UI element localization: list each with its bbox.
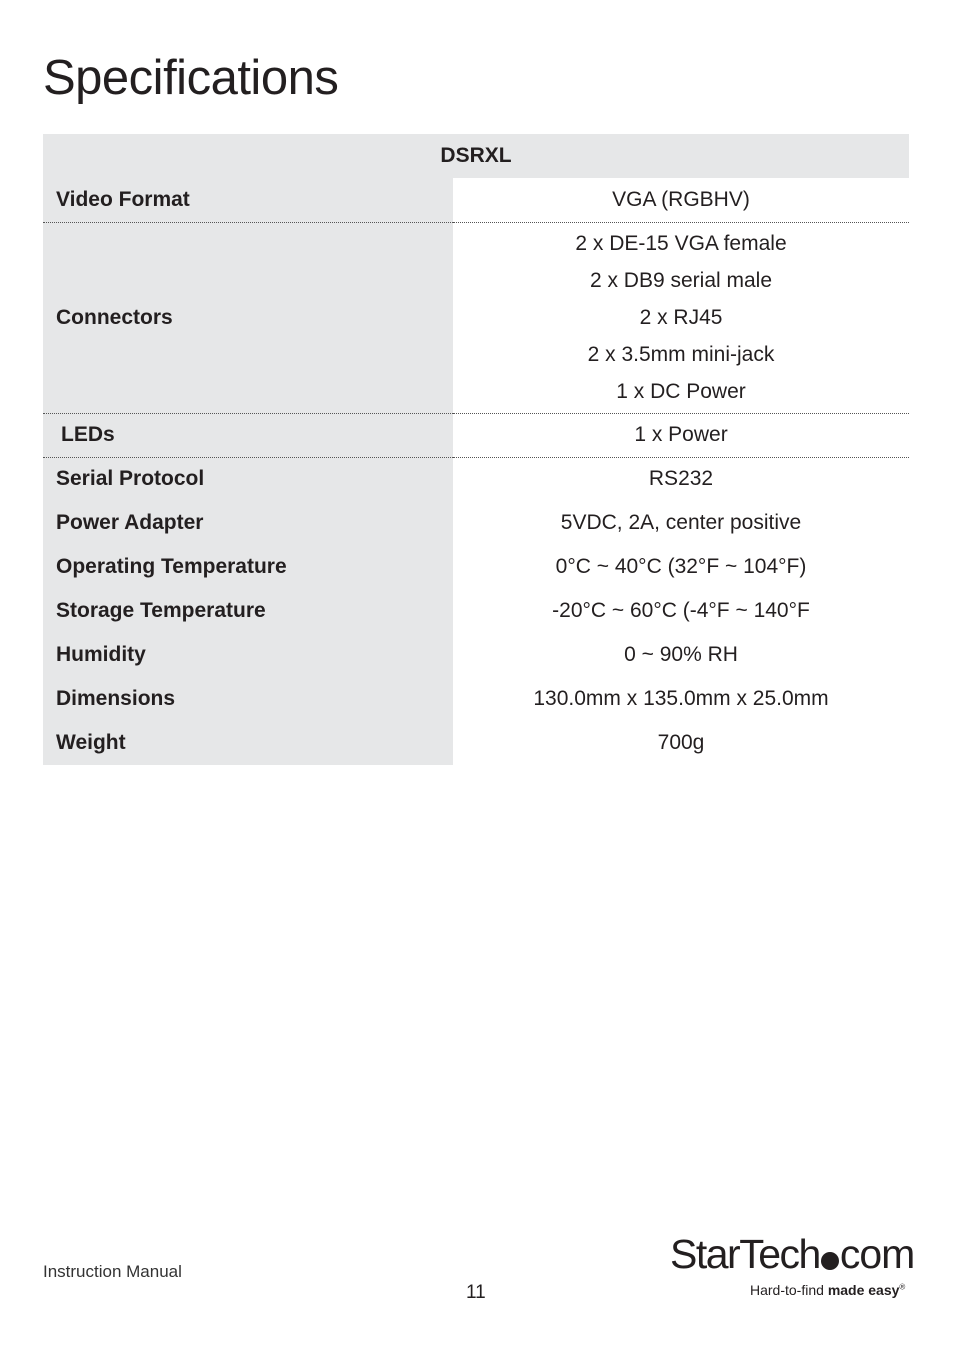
logo-brand-suffix: com	[839, 1231, 915, 1277]
spec-label: Weight	[43, 721, 453, 765]
spec-value: VGA (RGBHV)	[453, 178, 909, 222]
spec-value: 2 x RJ45	[639, 306, 723, 329]
logo-wordmark	[670, 1231, 915, 1277]
table-row	[43, 545, 909, 589]
spec-label: Humidity	[43, 633, 453, 677]
spec-value: 1 x Power	[453, 413, 909, 457]
table-row	[43, 222, 909, 413]
spec-value: 130.0mm x 135.0mm x 25.0mm	[533, 687, 829, 710]
logo-tagline	[750, 1282, 905, 1298]
spec-value: 2 x DB9 serial male	[589, 269, 773, 292]
spec-value: 700g	[657, 731, 705, 754]
spec-value: RS232	[648, 467, 714, 491]
table-row	[43, 677, 909, 721]
spec-value: 1 x DC Power	[616, 380, 746, 403]
spec-label: Dimensions	[43, 677, 453, 721]
spec-label: Connectors	[43, 222, 453, 413]
logo-tagline-regular: Hard-to-find	[750, 1282, 828, 1298]
table-row	[43, 501, 909, 545]
table-row	[43, 457, 909, 501]
spec-value: 2 x 3.5mm mini-jack	[587, 343, 775, 366]
page-title: Specifications	[43, 51, 339, 105]
spec-label: Operating Temperature	[43, 545, 453, 589]
spec-label: Storage Temperature	[43, 589, 453, 633]
table-row	[43, 721, 909, 765]
table-row	[43, 633, 909, 677]
spec-label: Power Adapter	[43, 501, 453, 545]
model-header: DSRXL	[43, 134, 909, 178]
startech-logo	[670, 1231, 915, 1304]
spec-value: 5VDC, 2A, center positive	[560, 511, 802, 534]
logo-brand-main: StarTech	[670, 1231, 820, 1277]
spec-label: LEDs	[43, 413, 453, 457]
spec-value: -20°C ~ 60°C (-4°F ~ 140°F	[552, 599, 810, 622]
page-number: 11	[466, 1282, 486, 1303]
table-row	[43, 178, 909, 222]
spec-value: 2 x DE-15 VGA female	[575, 232, 787, 255]
table-row	[43, 589, 909, 633]
table-row	[43, 413, 909, 457]
logo-tagline-bold: made easy	[827, 1282, 900, 1298]
spec-label: Serial Protocol	[43, 457, 453, 501]
spec-value-list	[453, 222, 909, 413]
logo-dot-icon	[821, 1252, 839, 1270]
spec-label: Video Format	[43, 178, 453, 222]
trademark-mark: ®	[899, 1282, 906, 1292]
spec-value: 0 ~ 90% RH	[624, 643, 738, 666]
spec-value: 0°C ~ 40°C (32°F ~ 104°F)	[555, 555, 807, 578]
specifications-table	[43, 134, 909, 765]
footer-document-type: Instruction Manual	[43, 1262, 182, 1281]
